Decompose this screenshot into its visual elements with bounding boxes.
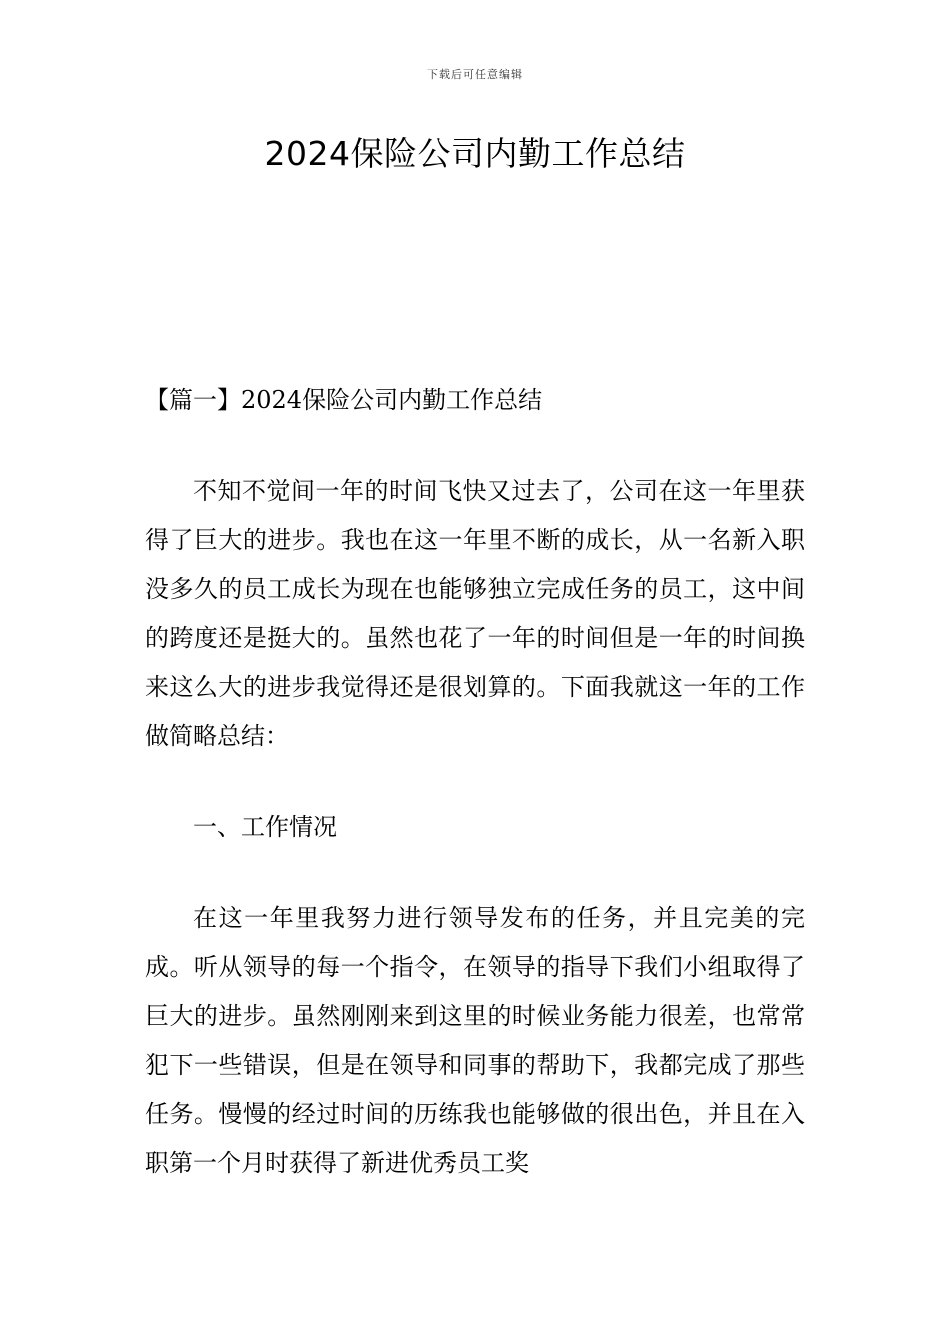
document-body [145,376,805,1230]
paragraph-intro: 不知不觉间一年的时间飞快又过去了，公司在这一年里获得了巨大的进步。我也在这一年里不断的成长，从一名新入职没多久的员工成长为现在也能够独立完成任务的员工，这中间的跨度还是挺大的。虽然也花了一年的时间但是一年的时间换来这么大的进步我觉得还是很划算的。下面我就这一年的工作做简略总结： [145,477,805,750]
document-title: 2024保险公司内勤工作总结 [264,134,686,173]
section-heading: 【篇一】2024保险公司内勤工作总结 [145,386,543,414]
subheading-work-situation: 一、工作情况 [193,813,337,841]
header-note: 下载后可任意编辑 [427,68,523,81]
paragraph-work-situation: 在这一年里我努力进行领导发布的任务，并且完美的完成。听从领导的每一个指令，在领导的指导下我们小组取得了巨大的进步。虽然刚刚来到这里的时候业务能力很差，也常常犯下一些错误，但是在领导和同事的帮助下，我都完成了那些任务。慢慢的经过时间的历练我也能够做的很出色，并且在入职第一个月时获得了新进优秀员工奖 [145,904,805,1177]
